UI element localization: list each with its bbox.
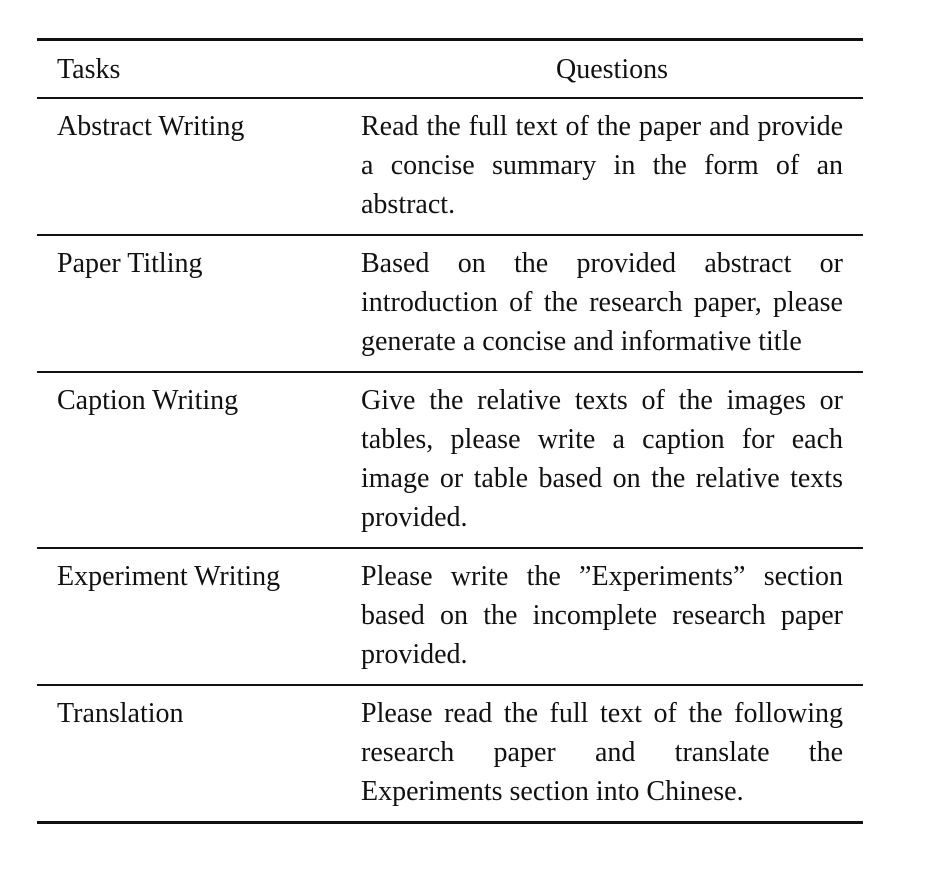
tasks-column-header: Tasks xyxy=(57,53,121,85)
question-cell: Give the relative texts of the images or tables, please write a caption for each image or table based on the relative texts provided. xyxy=(361,385,843,533)
header-row xyxy=(37,40,863,99)
table-row xyxy=(37,98,863,235)
table-header xyxy=(37,40,863,99)
question-cell: Please write the ”Experiments” section based on the incomplete research paper provided. xyxy=(361,561,843,670)
task-cell: Experiment Writing xyxy=(57,561,281,592)
task-cell: Abstract Writing xyxy=(57,111,245,142)
tasks-questions-table xyxy=(37,38,863,824)
tasks-questions-table-container xyxy=(37,38,863,824)
question-cell: Read the full text of the paper and provide a concise summary in the form of an abstract. xyxy=(361,111,843,220)
question-cell: Please read the full text of the following research paper and translate the Experiments section into Chinese. xyxy=(361,698,843,807)
questions-column-header: Questions xyxy=(556,53,668,85)
task-cell: Translation xyxy=(57,698,184,729)
table-row xyxy=(37,685,863,823)
table-row xyxy=(37,548,863,685)
question-cell: Based on the provided abstract or introduction of the research paper, please generate a concise and informative title xyxy=(361,248,843,357)
task-cell: Paper Titling xyxy=(57,248,203,279)
task-cell: Caption Writing xyxy=(57,385,239,416)
table-row xyxy=(37,372,863,548)
table-body xyxy=(37,98,863,823)
table-row xyxy=(37,235,863,372)
